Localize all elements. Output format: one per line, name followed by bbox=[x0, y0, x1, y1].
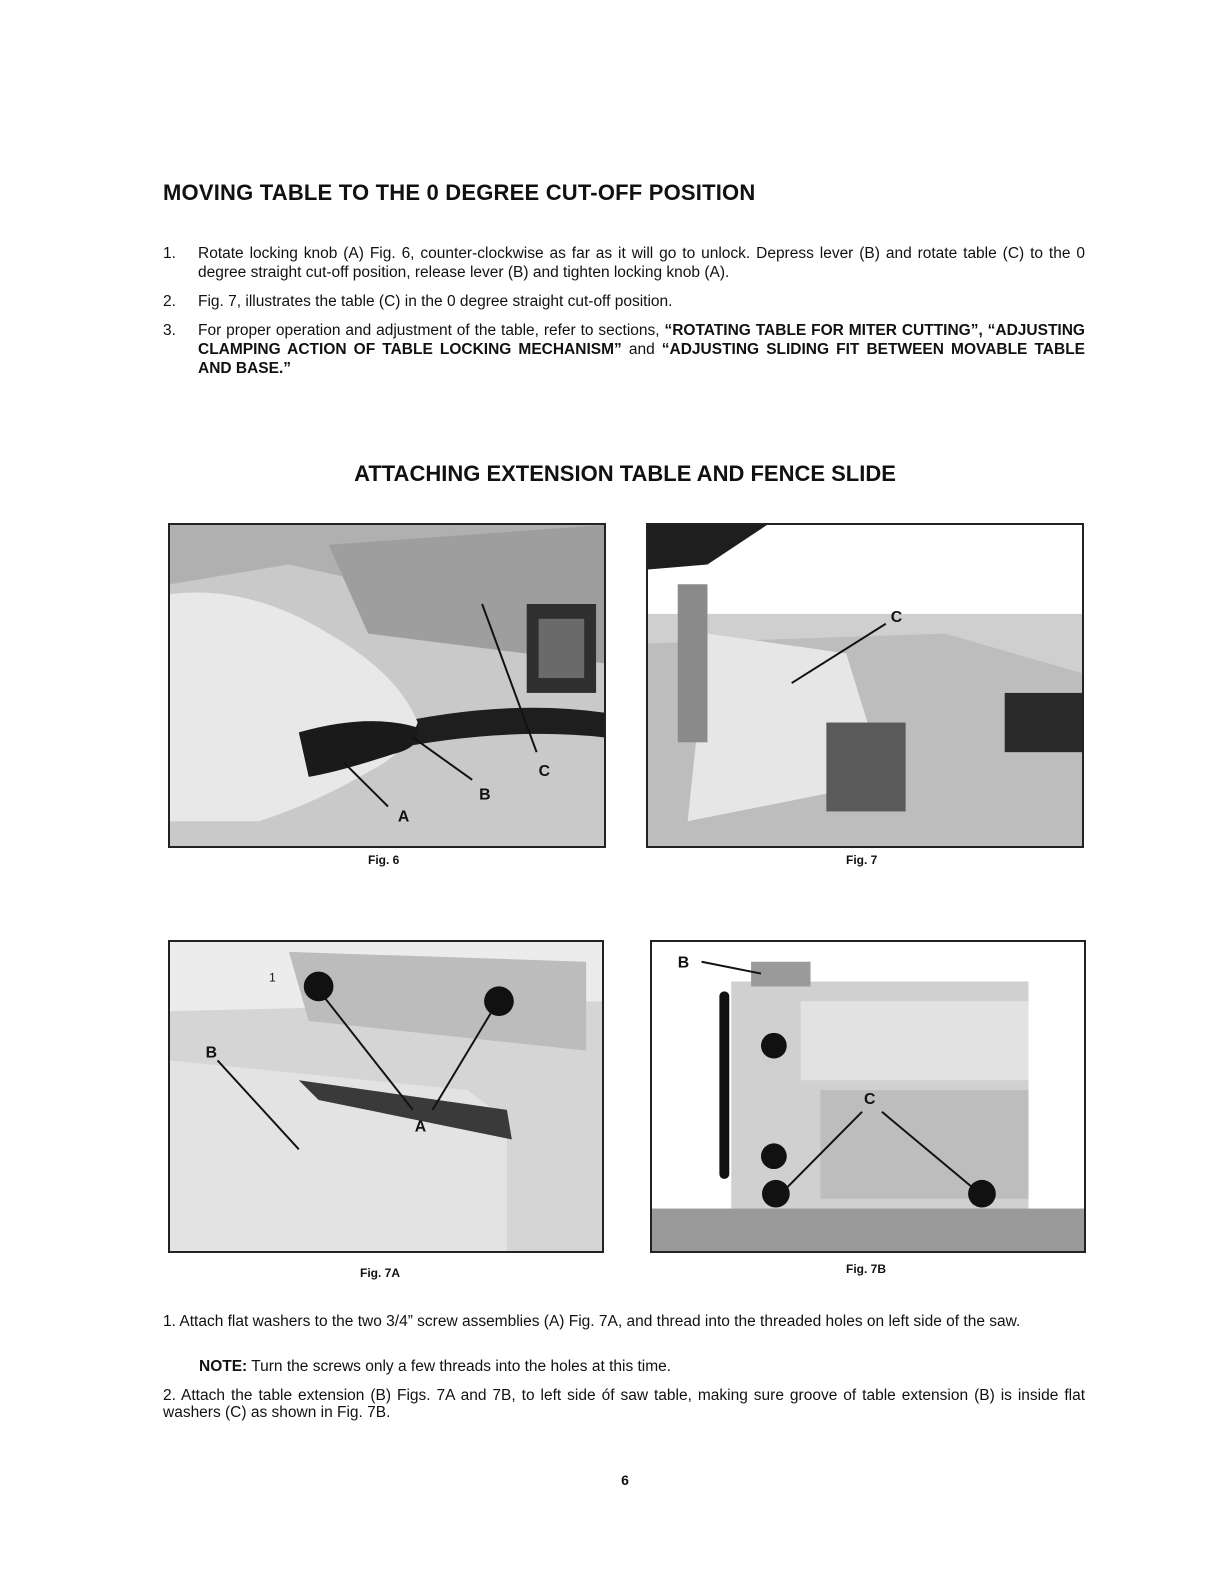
figure-6-photo bbox=[168, 523, 606, 848]
section-reference-bold: “ROTATING TABLE FOR MITER CUTTING”, “ADJUSTING CLAMPING ACTION OF TABLE LOCKING MECHANISM” bbox=[198, 322, 1085, 358]
extension-step-2: 2. Attach the table extension (B) Figs. 7A and 7B, to left side óf saw table, making sure groove of table extension (B) is inside flat washers (C) as shown in Fig. 7B. bbox=[163, 1387, 1085, 1421]
step-number: 2. bbox=[163, 293, 176, 310]
figure-7b-photo bbox=[650, 940, 1086, 1253]
moving-table-steps bbox=[163, 244, 1085, 388]
step-text-mid: and bbox=[621, 341, 662, 358]
section-heading-attaching-extension: ATTACHING EXTENSION TABLE AND FENCE SLIDE bbox=[354, 461, 896, 486]
step-number: 1. bbox=[163, 245, 176, 262]
section-heading-moving-table: MOVING TABLE TO THE 0 DEGREE CUT-OFF POSITION bbox=[163, 180, 756, 205]
extension-step-1: 1. Attach flat washers to the two 3/4” screw assemblies (A) Fig. 7A, and thread into the threaded holes on left side of the saw. bbox=[163, 1313, 1021, 1330]
fig6-label-a: A bbox=[397, 808, 410, 826]
step-2 bbox=[163, 292, 1085, 311]
step-number: 3. bbox=[163, 322, 176, 339]
figure-7-caption: Fig. 7 bbox=[846, 853, 878, 867]
fig7a-label-b: B bbox=[205, 1044, 218, 1062]
fig7b-label-c: C bbox=[864, 1090, 876, 1108]
fig7b-label-b: B bbox=[677, 954, 690, 972]
note bbox=[199, 1358, 1085, 1375]
fig6-label-c: C bbox=[538, 762, 551, 780]
step-text bbox=[198, 321, 1085, 378]
figure-7a-photo bbox=[168, 940, 604, 1253]
section-reference-bold: “ADJUSTING SLIDING FIT BETWEEN MOVABLE TABLE AND BASE.” bbox=[198, 341, 1085, 377]
step-text: Rotate locking knob (A) Fig. 6, counter-clockwise as far as it will go to unlock. Depress lever (B) and rotate table (C) to the 0 degree straight cut-off position, release lever (B) and tighten locking knob (A). bbox=[198, 245, 1085, 281]
page-number: 6 bbox=[621, 1472, 629, 1488]
step-1 bbox=[163, 244, 1085, 282]
fig7a-label-one: 1 bbox=[269, 970, 276, 985]
fig7a-label-a: A bbox=[414, 1118, 427, 1136]
step-text-pre: For proper operation and adjustment of the table, refer to sections, bbox=[198, 322, 665, 339]
figure-7-photo bbox=[646, 523, 1084, 848]
fig6-label-b: B bbox=[479, 786, 491, 804]
note-text: Turn the screws only a few threads into the holes at this time. bbox=[247, 1358, 672, 1375]
note-label: NOTE: bbox=[199, 1358, 248, 1375]
fig7-label-c: C bbox=[890, 608, 903, 626]
step-3 bbox=[163, 321, 1085, 378]
figure-6-caption: Fig. 6 bbox=[368, 853, 400, 867]
figure-7b-caption: Fig. 7B bbox=[846, 1262, 887, 1276]
step-text: Fig. 7, illustrates the table (C) in the 0 degree straight cut-off position. bbox=[198, 293, 673, 310]
figure-7a-caption: Fig. 7A bbox=[360, 1266, 401, 1280]
